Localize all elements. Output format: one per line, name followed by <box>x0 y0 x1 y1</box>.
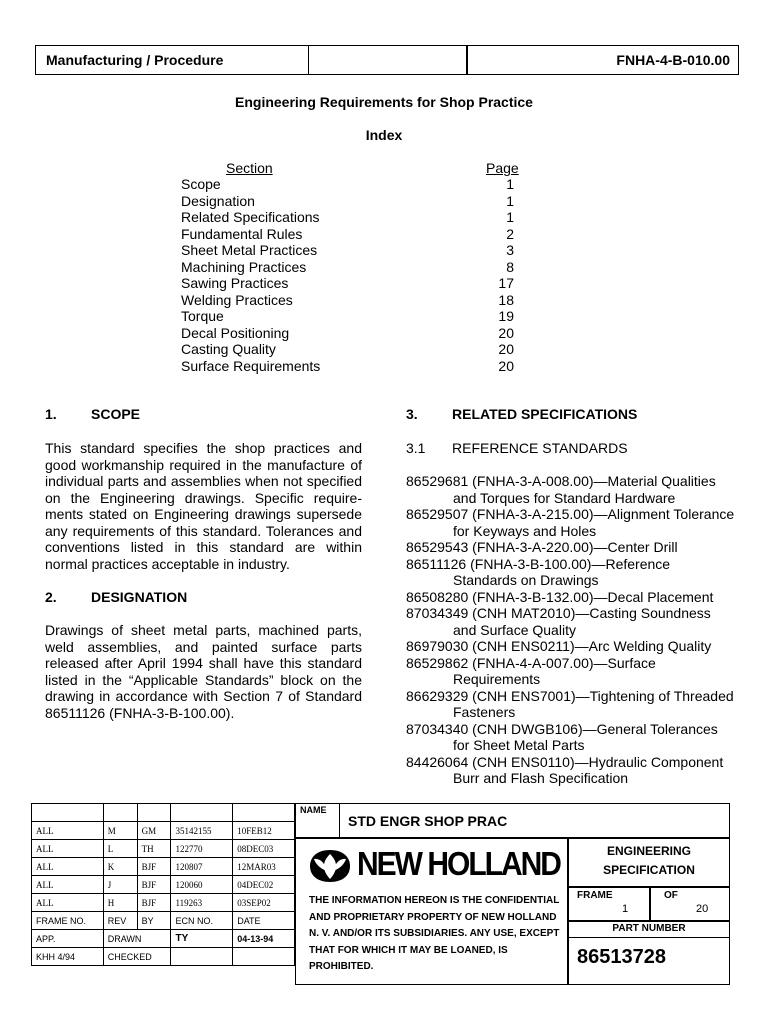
designation-text: Drawings of sheet metal parts, machined parts, weld assemblies, and painted surface parts released after April 1994 shall have this standard listed in the “Applicable Standards” block on the drawing in accordance with Section 7 of Standard 86511126 (FNHA-3-B-100.00). <box>45 622 362 721</box>
revision-frame-cell: ALL <box>32 894 104 912</box>
checked-label: CHECKED <box>103 948 171 966</box>
index-section-item: Welding Practices <box>181 291 293 308</box>
index-section-item: Machining Practices <box>181 258 307 275</box>
revision-frame-cell: ALL <box>32 876 104 894</box>
revision-by-cell: BJF <box>137 876 171 894</box>
drawn-by: TY <box>171 930 233 948</box>
rev-header: REV <box>103 912 137 930</box>
index-page-item: 1 <box>506 192 514 209</box>
index-page-item: 8 <box>506 258 514 275</box>
reference-item: 84426064 (CNH ENS0110)—Hydraulic Component Burr and Flash Specification <box>406 753 724 786</box>
scope-text: This standard specifies the shop practices and good workmanship required in the manufacture of individual parts and assemblies when not specified on the Engineering drawings. Specific require-ments stated on Engineering drawings supersede any requirements of this standard. Tolerances and conventions listed in this standard are within normal practices acceptable in industry. <box>45 440 362 572</box>
ecn-header: ECN NO. <box>171 912 233 930</box>
drawn-row <box>32 930 295 948</box>
index-page-item: 3 <box>506 242 514 258</box>
drawing-name: STD ENGR SHOP PRAC <box>348 813 508 829</box>
spec-type-line-2: SPECIFICATION <box>603 863 695 877</box>
index-page-item: 17 <box>498 275 514 291</box>
reference-list <box>406 473 736 787</box>
revision-row <box>32 858 295 876</box>
index-page-item: 20 <box>498 357 514 374</box>
date-header: DATE <box>233 912 295 930</box>
new-holland-logo-text: NEW HOLLAND <box>357 846 560 883</box>
revision-header-row <box>32 912 295 930</box>
reference-item: 87034349 (CNH MAT2010)—Casting Soundness and Surface Quality <box>406 605 711 638</box>
designation-number: 2. <box>45 589 57 605</box>
index-section-list <box>181 176 320 374</box>
revision-by-cell: BJF <box>137 894 171 912</box>
spec-type-line-1: ENGINEERING <box>606 844 691 858</box>
revision-date-cell: 08DEC03 <box>233 840 295 858</box>
index-page-item: 19 <box>498 308 514 324</box>
revision-row <box>32 822 295 840</box>
index-section-item: Casting Quality <box>181 341 276 357</box>
reference-standards-number: 3.1 <box>406 440 426 456</box>
revision-row <box>32 876 295 894</box>
revision-rev-cell: K <box>103 858 137 876</box>
of-label: OF <box>664 890 678 901</box>
index-section-item: Designation <box>181 192 255 209</box>
revision-date-cell: 03SEP02 <box>233 894 295 912</box>
by-header: BY <box>137 912 171 930</box>
reference-item: 86979030 (CNH ENS0211)—Arc Welding Quality <box>406 638 712 654</box>
index-section-item: Fundamental Rules <box>181 225 303 242</box>
drawn-label: DRAWN <box>103 930 171 948</box>
revision-frame-cell: ALL <box>32 840 104 858</box>
index-page-item: 1 <box>506 209 514 225</box>
part-number: 86513728 <box>577 946 666 968</box>
revision-by-cell: TH <box>137 840 171 858</box>
index-heading: Index <box>365 127 403 143</box>
reference-item: 86529507 (FNHA-3-A-215.00)—Alignment Tolerance for Keyways and Holes <box>406 506 735 539</box>
revision-row <box>32 894 295 912</box>
revision-blank-row <box>32 804 295 822</box>
frame-label: FRAME <box>577 890 613 901</box>
revision-rev-cell: M <box>103 822 137 840</box>
index-section-item: Decal Positioning <box>181 324 290 341</box>
confidential-notice: THE INFORMATION HEREON IS THE CONFIDENTIAL AND PROPRIETARY PROPERTY OF NEW HOLLAND N. V. AND/OR ITS SUBSIDIARIES. ANY USE, EXCEPT THAT FOR WHICH IT MAY BE LOANED, IS PROHIBITED. <box>309 895 560 972</box>
revision-frame-cell: ALL <box>32 858 104 876</box>
revision-row <box>32 840 295 858</box>
revision-ecn-cell: 122770 <box>171 840 233 858</box>
part-number-label: PART NUMBER <box>612 923 686 934</box>
reference-item: 86529862 (FNHA-4-A-007.00)—Surface Requirements <box>406 654 656 687</box>
of-box <box>650 887 730 921</box>
of-value: 20 <box>696 903 709 915</box>
document-title: Engineering Requirements for Shop Practice <box>235 94 533 110</box>
revision-date-cell: 12MAR03 <box>233 858 295 876</box>
reference-item: 86529681 (FNHA-3-A-008.00)—Material Qualities and Torques for Standard Hardware <box>406 473 716 506</box>
revision-by-cell: GM <box>137 822 171 840</box>
revision-date-cell: 04DEC02 <box>233 876 295 894</box>
related-heading: RELATED SPECIFICATIONS <box>452 406 638 422</box>
document-category-box <box>35 45 467 75</box>
reference-standards-heading: REFERENCE STANDARDS <box>452 440 628 456</box>
revision-rev-cell: J <box>103 876 137 894</box>
revision-date-cell: 10FEB12 <box>233 822 295 840</box>
revision-by-cell: BJF <box>137 858 171 876</box>
revision-ecn-cell: 120060 <box>171 876 233 894</box>
frame-no-header: FRAME NO. <box>32 912 104 930</box>
revision-ecn-cell: 35142155 <box>171 822 233 840</box>
related-number: 3. <box>406 406 418 422</box>
index-page-item: 20 <box>498 324 514 341</box>
document-number-box <box>467 45 739 75</box>
document-number: FNHA-4-B-010.00 <box>616 52 730 68</box>
spec-type <box>568 842 730 880</box>
reference-item: 87034340 (CNH DWGB106)—General Tolerances for Sheet Metal Parts <box>406 720 718 753</box>
index-page-list <box>480 176 514 374</box>
new-holland-leaf-icon <box>308 846 352 886</box>
index-section-item: Scope <box>181 176 221 192</box>
revision-rev-cell: H <box>103 894 137 912</box>
checked-row <box>32 948 295 966</box>
revision-table <box>31 803 295 966</box>
document-category: Manufacturing / Procedure <box>36 46 309 74</box>
index-page-item: 18 <box>498 291 514 308</box>
frame-value: 1 <box>622 903 629 915</box>
app-label: APP. <box>32 930 104 948</box>
scope-heading: SCOPE <box>91 406 141 422</box>
index-page-item: 2 <box>506 225 514 242</box>
revision-ecn-cell: 120807 <box>171 858 233 876</box>
reference-item: 86629329 (CNH ENS7001)—Tightening of Threaded Fasteners <box>406 687 734 720</box>
reference-item: 86508280 (FNHA-3-B-132.00)—Decal Placement <box>406 588 714 605</box>
index-section-item: Torque <box>181 308 224 324</box>
index-page-item: 20 <box>498 341 514 357</box>
revision-ecn-cell: 119263 <box>171 894 233 912</box>
drawn-date: 04-13-94 <box>233 930 295 948</box>
index-section-item: Sawing Practices <box>181 275 289 291</box>
index-page-header: Page <box>486 160 519 176</box>
index-section-header: Section <box>226 160 273 176</box>
index-page-item: 1 <box>506 176 514 192</box>
index-section-item: Related Specifications <box>181 209 320 225</box>
reference-item: 86529543 (FNHA-3-A-220.00)—Center Drill <box>406 539 678 555</box>
revision-frame-cell: ALL <box>32 822 104 840</box>
index-section-item: Surface Requirements <box>181 357 321 374</box>
name-label: NAME <box>300 805 327 815</box>
designation-heading: DESIGNATION <box>91 589 188 605</box>
index-section-item: Sheet Metal Practices <box>181 242 318 258</box>
scope-number: 1. <box>45 406 57 422</box>
form-code: KHH 4/94 <box>32 948 104 966</box>
revision-rev-cell: L <box>103 840 137 858</box>
reference-item: 86511126 (FNHA-3-B-100.00)—Reference Standards on Drawings <box>406 555 671 588</box>
